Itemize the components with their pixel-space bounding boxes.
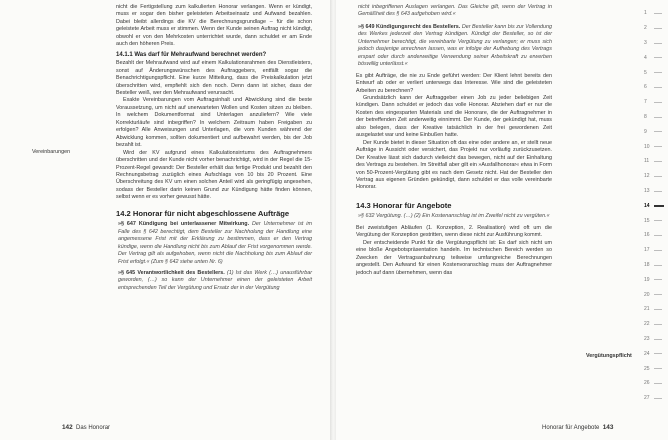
running-title: Das Honorar xyxy=(76,425,111,431)
paragraph: Der Kunde bietet in dieser Situation oft das eine oder andere an, er stellt neue Aufträge in Aussicht oder versichert, das Projekt nur vorläufig zurückzusetzen. Der Kreative lässt sich dadurch vielleicht das bewegen, nicht auf der Einhaltung des Vertrags zu bestehen. Im Streitfall aber gilt ein »Ausfallhonorar« etwa in Form von 50-Prozent-Vergütung gibt es nach dem Gesetz nicht. Hat der Besteller den Vertrag aus eigenen Gründen gekündigt, dann schuldet er das volle vereinbarte Honorar. xyxy=(356,139,552,191)
left-text-column xyxy=(116,4,312,292)
law-quote: nicht inbegriffenen Auslagen verlangen. Das Gleiche gilt, wenn der Vertrag in Gemäßheit des § 643 aufgehoben wird.« xyxy=(358,4,552,18)
chapter-thumb: 6 xyxy=(634,80,668,95)
chapter-thumb: 20 xyxy=(634,287,668,302)
chapter-thumb: 3 xyxy=(634,36,668,51)
law-quote-text: Der Besteller kann bis zur Vollendung des Werkes jederzeit den Vertrag kündigen. Kündigt der Besteller, so ist der Unternehmer berechtigt, die vereinbarte Vergütung zu verlangen; er muss sich jedoch dasjenige anrechnen lassen, was er infolge der Aufhebung des Vertrags erspart oder durch anderweitige Verwendung seiner Arbeitskraft zu erwerben böswillig unterlässt.« xyxy=(358,23,552,68)
chapter-thumb: 2 xyxy=(634,21,668,36)
paragraph: nicht die Fertigstellung zum kalkulierten Honorar verlangen. Wenn er kündigt, muss er sogar den bisher geleisteten Arbeitseinsatz und Aufwand bezahlen. Dabei bleibt allerdings die KV die Berechnungsgrundlage – für die schon geleistete Arbeit muss er stimmen. Wenn der Kunde seinen Auftrag nicht kündigt, obwohl er von den Mehrkosten unterrichtet wurde, dann schuldet er am Ende auch den höheren Preis. xyxy=(116,4,312,48)
left-page xyxy=(0,0,332,440)
chapter-thumb: 26 xyxy=(634,376,668,391)
chapter-thumb: 15 xyxy=(634,213,668,228)
law-quote: »§ 632 Vergütung. (…) (2) Ein Kostenanschlag ist im Zweifel nicht zu vergüten.« xyxy=(358,213,550,220)
chapter-thumb: 9 xyxy=(634,124,668,139)
chapter-thumb: 1 xyxy=(634,6,668,21)
chapter-thumb: 14 xyxy=(634,198,668,213)
margin-note: Vergütungspflicht xyxy=(586,353,632,359)
margin-note: Vereinbarungen xyxy=(32,149,71,155)
chapter-thumb: 27 xyxy=(634,391,668,406)
page-number: 143 xyxy=(602,424,614,431)
right-text-column xyxy=(356,4,552,277)
paragraph: Es gibt Aufträge, die nie zu Ende geführt werden: Der Klient lehnt bereits den Entwurf ab oder er verliert unterwegs das Interesse. Wie sind die geleisteten Arbeiten zu berechnen? xyxy=(356,72,552,94)
subheading: 14.1.1 Was darf für Mehraufwand berechnet werden? xyxy=(116,51,267,58)
page-footer xyxy=(542,424,613,431)
chapter-thumb: 13 xyxy=(634,184,668,199)
section-heading: 14.3 Honorar für Angebote xyxy=(356,200,452,210)
law-quote-text: Der Unternehmer ist im Falle des § 642 berechtigt, dem Besteller zur Nachholung der Handlung eine angemessene Frist mit der Erklärung zu bestimmen, dass er den Vertrag kündige, wenn die Handlung nicht bis zum Ablauf der Frist vorgenommen werde. Der Vertrag gilt als aufgehoben, wenn nicht die Nachholung bis zum Ablauf der Frist erfolgt.« (Zum § 642 siehe unten Nr. 6) xyxy=(118,221,312,265)
chapter-thumb: 17 xyxy=(634,243,668,258)
chapter-thumb: 21 xyxy=(634,302,668,317)
law-quote-title: »§ 649 Kündigungsrecht des Bestellers. xyxy=(358,23,461,30)
right-page xyxy=(336,0,668,440)
paragraph: Bei zweistufigen Abläufen (1. Konzeption, 2. Realisation) wird oft um die Vergütung der Konzeption gestritten, wenn diese nicht zur Ausführung kommt. xyxy=(356,224,552,239)
running-title: Honorar für Angebote xyxy=(542,425,600,431)
chapter-thumb: 10 xyxy=(634,139,668,154)
paragraph: Grundsätzlich kann der Auftraggeber einen Job zu jeder beliebigen Zeit kündigen. Dann schuldet er jedoch das volle Honorar. Abziehen darf er nur die Kosten des eingesparten Materials und die Honorare, die der Auftragnehmer in der betreffenden Zeit anderweitig einnimmt. Der Kunde, der gekündigt hat, muss also belegen, dass der Kreative tatsächlich in der frei gewordenen Zeit ausgelastet war und keine Einbußen hatte. xyxy=(356,94,552,139)
chapter-thumb: 4 xyxy=(634,50,668,65)
chapter-thumb: 19 xyxy=(634,272,668,287)
chapter-thumb: 11 xyxy=(634,154,668,169)
law-quote xyxy=(356,24,552,69)
chapter-thumb: 16 xyxy=(634,228,668,243)
law-quote xyxy=(116,270,312,292)
chapter-thumb: 12 xyxy=(634,169,668,184)
paragraph: Der entscheidende Punkt für die Vergütungspflicht ist: Es darf sich nicht um eine bloße Angebotspräsentation handeln. Im technischen Bereich werden so Zwecken der Vertragsanbahnung teilweise umfangreiche Berechnungen angestellt. Den Aufwand für einen Kostenvoranschlag muss der Auftragnehmer jedoch auf dann übernehmen, wenn das xyxy=(356,239,552,276)
section-heading: 14.2 Honorar für nicht abgeschlossene Aufträge xyxy=(116,208,290,218)
law-quote-title: »§ 647 Kündigung bei unterlassener Mitwirkung. xyxy=(118,221,250,228)
law-quote-text: (1) Ist das Werk (…) unausführbar geworden, (…) so kann der Unternehmer einen der geleisteten Arbeit entsprechenden Teil der Vergütung und Ersatz der in der Vergütung xyxy=(118,269,312,291)
page-footer xyxy=(62,424,110,431)
paragraph: Wird der KV aufgrund eines Kalkulationsirrtums des Auftragnehmers überschritten und der Kunde nicht vorher benachrichtigt, wird in der Regel die 15-Prozent-Regel gewandt: Der Besteller erhält das fertige Produkt und bezahlt den Rechnungsbetrag zuzüglich eines Aufschlags von 10 bis 20 Prozent. Eine Überschreitung des KV um einen solchen Anteil wird als geringfügig angesehen, sodass der Besteller darin keinen Grund zur Kündigung hätte finden können, selbst wenn er es vorher gewusst hätte. xyxy=(116,149,312,201)
chapter-thumb: 22 xyxy=(634,317,668,332)
chapter-thumb: 23 xyxy=(634,332,668,347)
chapter-thumb: 25 xyxy=(634,361,668,376)
paragraph: Exakte Vereinbarungen vom Auftragsinhalt und Abwicklung sind die beste Voraussetzung, um nicht auf unerwarteten Wollen und Kosten sitzen zu bleiben. In welchem Dokumentformat sind Unterlagen anzuliefern? Wie viele Korrekturläufe sind inbegriffen? In welchem Zeitraum haben Freigaben zu erfolgen? Alle Anweisungen und Unterlagen, die vom Kunden während der Abwicklung kommen, sollten dokumentiert und aufbewahrt werden, bis der Job bezahlt ist. xyxy=(116,97,312,149)
law-quote-title: »§ 645 Verantwortlichkeit des Bestellers. xyxy=(118,269,225,276)
chapter-thumb: 24 xyxy=(634,346,668,361)
chapter-thumb: 18 xyxy=(634,258,668,273)
page-number: 142 xyxy=(62,424,73,431)
chapter-thumb: 5 xyxy=(634,65,668,80)
paragraph: Bezahlt der Mehraufwand wird auf einem Kalkulationsrahmen des Dienstleisters, sonst auf Änderungswünschen des Auftraggebers, entfällt sogar die Benachrichtigungspflicht. Eine kurze Mitteilung, dass die Preiskalkulation jetzt überschritten wird, empfiehlt sich den noch. Denn dann ist sicher, dass der Besteller weiß, wer den Mehraufwand verursacht. xyxy=(116,60,312,96)
chapter-thumb: 8 xyxy=(634,110,668,125)
chapter-thumb: 7 xyxy=(634,95,668,110)
chapter-thumb-index xyxy=(634,6,668,406)
law-quote xyxy=(116,221,312,266)
